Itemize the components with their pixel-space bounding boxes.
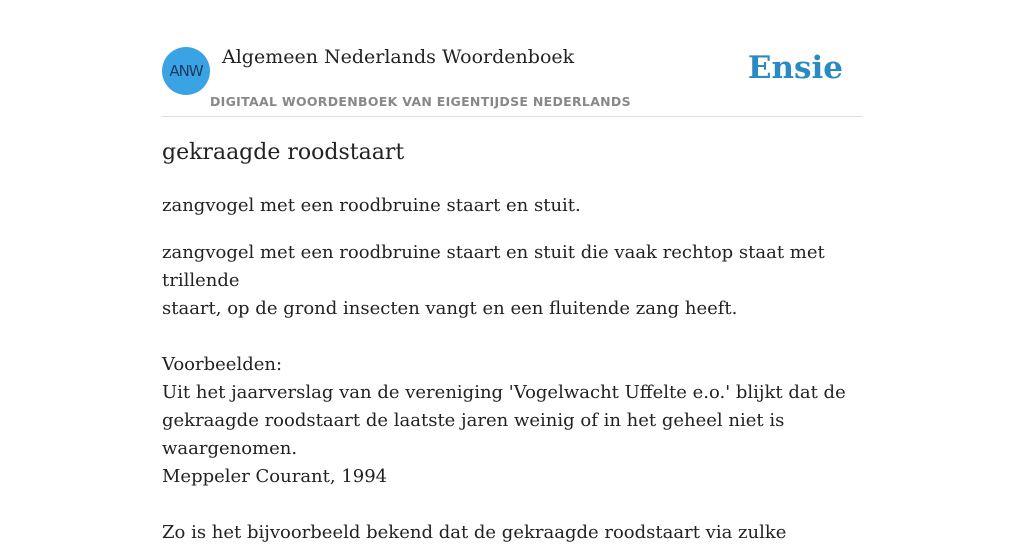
spacer [162, 323, 862, 351]
site-header [162, 0, 862, 117]
examples-heading: Voorbeelden: [162, 354, 283, 375]
example-line: Zo is het bijvoorbeeld bekend dat de gekraagde roodstaart via zulke [162, 522, 787, 543]
anw-logo[interactable] [162, 47, 210, 95]
site-title[interactable]: Algemeen Nederlands Woordenboek [222, 46, 575, 68]
entry-title: gekraagde roodstaart [162, 140, 405, 165]
example-line: waargenomen. [162, 438, 298, 459]
definition-line: staart, op de grond insecten vangt en een fluitende zang heeft. [162, 298, 738, 319]
example-source: Meppeler Courant, 1994 [162, 466, 388, 487]
spacer [162, 491, 862, 519]
page [162, 0, 862, 543]
definition-line: zangvogel met een roodbruine staart en stuit die vaak rechtop staat met trillende [162, 242, 825, 291]
site-subtitle: DIGITAAL WOORDENBOEK VAN EIGENTIJDSE NEDERLANDS [210, 94, 631, 109]
example-line: Uit het jaarverslag van de vereniging 'Vogelwacht Uffelte e.o.' blijkt dat de [162, 382, 846, 403]
ensie-brand-link[interactable]: Ensie [747, 50, 843, 86]
logo-text: ANW [169, 62, 203, 80]
short-definition: zangvogel met een roodbruine staart en stuit. [162, 195, 581, 216]
example-line: gekraagde roodstaart de laatste jaren weinig of in het geheel niet is [162, 410, 785, 431]
long-definition [162, 239, 862, 547]
